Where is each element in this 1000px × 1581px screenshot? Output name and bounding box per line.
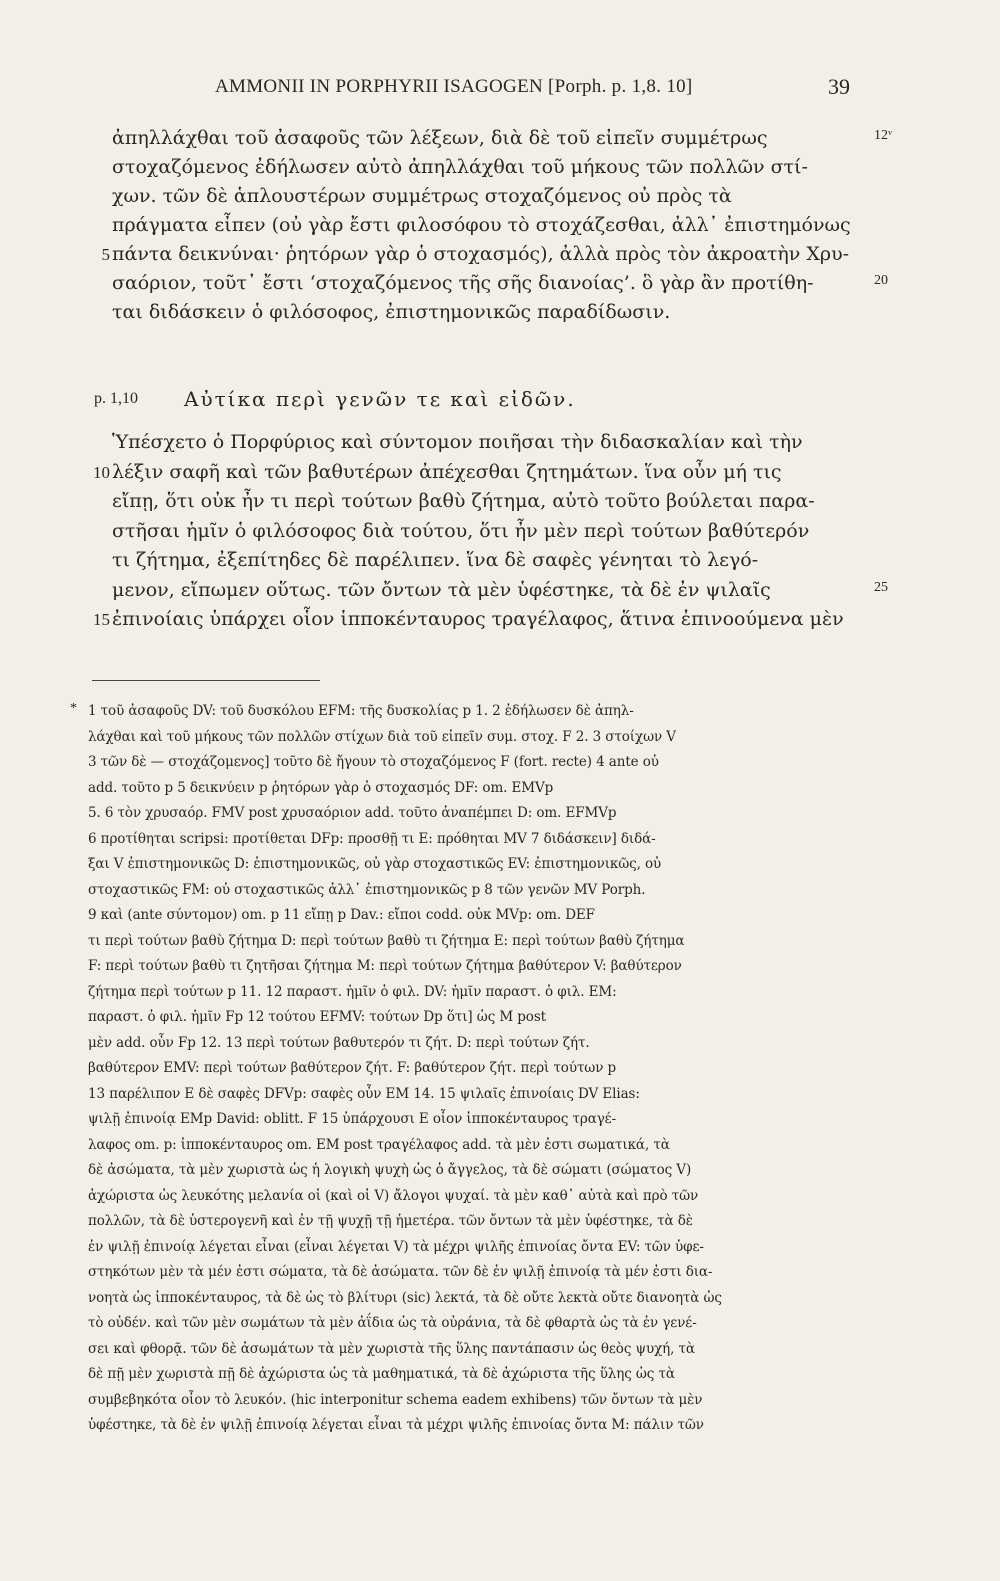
section-heading: Αὐτίκα περὶ γενῶν τε καὶ εἰδῶν. [184,387,576,411]
line-number: 10 [93,462,110,482]
heading-reference: p. 1,10 [94,390,138,407]
apparatus-line: δὲ πῇ μὲν χωριστὰ πῇ δὲ ἀχώριστα ὡς τὰ μαθηματικά, τὰ δὲ ἀχώριστα τῆς ὕλης ὡς τὰ [88,1366,675,1382]
text-line: πράγματα εἶπεν (οὐ γὰρ ἔστι φιλοσόφου τὸ στοχάζεσθαι, ἀλλ᾽ ἐπιστημόνως [112,214,851,236]
apparatus-line: F: περὶ τούτων βαθὺ τι ζητῆσαι ζήτημα M: περὶ τούτων ζήτημα βαθύτερον V: βαθύτερον [88,958,682,974]
footnote-rule [92,680,320,681]
text-line: πάντα δεικνύναι· ῥητόρων γὰρ ὁ στοχασμός), ἀλλὰ πρὸς τὸν ἀκροατὴν Χρυ- [112,243,850,265]
apparatus-line: ξαι V ἐπιστημονικῶς D: ἐπιστημονικῶς, οὐ γὰρ στοχαστικῶς EV: ἐπιστημονικῶς, οὐ [88,856,662,872]
apparatus-line: παραστ. ὁ φιλ. ἡμῖν Fp 12 τούτου EFMV: τούτων Dp ὅτι] ὡς M post [88,1009,546,1025]
text-line: μενον, εἴπωμεν οὕτως. τῶν ὄντων τὰ μὲν ὑφέστηκε, τὰ δὲ ἐν ψιλαῖς [112,578,771,601]
apparatus-line: λάχθαι καὶ τοῦ μήκους τῶν πολλῶν στίχων διὰ τοῦ εἰπεῖν συμ. στοχ. F 2. 3 στοίχων V [88,728,676,745]
apparatus-line: νοητὰ ὡς ἱπποκένταυρος, τὰ δὲ ὡς τὸ βλίτυρι (sic) λεκτά, τὰ δὲ οὔτε λεκτὰ οὔτε διανοητὰ ὡς [88,1289,722,1306]
apparatus-line: 3 τῶν δὲ — στοχάζομενος] τοῦτο δὲ ἤγουν τὸ στοχαζόμενος F (fort. recte) 4 ante οὐ [88,754,659,770]
text-line: χων. τῶν δὲ ἁπλουστέρων συμμέτρως στοχαζόμενος οὐ πρὸς τὰ [112,185,732,207]
apparatus-line: μὲν add. οὖν Fp 12. 13 περὶ τούτων βαθυτερόν τι ζήτ. D: περὶ τούτων ζήτ. [88,1034,590,1051]
apparatus-line: βαθύτερον EMV: περὶ τούτων βαθύτερον ζήτ. F: βαθύτερον ζήτ. περὶ τούτων p [88,1060,617,1076]
apparatus-line: ζήτημα περὶ τούτων p 11. 12 παραστ. ἡμῖν ὁ φιλ. DV: ἡμῖν παραστ. ὁ φιλ. EM: [88,983,617,1000]
text-line: λέξιν σαφῆ καὶ τῶν βαθυτέρων ἀπέχεσθαι ζητημάτων. ἵνα οὖν μή τις [112,460,782,483]
text-line: τι ζήτημα, ἐξεπίτηδες δὲ παρέλιπεν. ἵνα δὲ σαφὲς γένηται τὸ λεγό- [112,549,759,571]
margin-reference: 20 [874,273,888,288]
apparatus-line: λαφος om. p: ἱπποκένταυρος om. EM post τραγέλαφος add. τὰ μὲν ἐστι σωματικά, τὰ [88,1136,670,1153]
apparatus-line: συμβεβηκότα οἷον τὸ λευκόν. (hic interponitur schema eadem exhibens) τῶν ὄντων τὰ μὲν [88,1391,703,1408]
text-line: σαόριον, τοῦτ᾽ ἔστι ‘στοχαζόμενος τῆς σῆς διανοίας’. ὃ γὰρ ἂν προτίθη- [112,272,814,294]
apparatus-line: ὑφέστηκε, τὰ δὲ ἐν ψιλῇ ἐπινοίᾳ λέγεται εἶναι τὰ μέχρι ψιλῆς ἐπινοίας ὄντα M: πάλιν τῶν [88,1417,704,1433]
apparatus-line: 6 προτίθηται scripsi: προτίθεται DFp: προσθῇ τι E: πρόθηται MV 7 διδάσκειν] διδά- [88,830,656,847]
apparatus-line: 13 παρέλιπον E δὲ σαφὲς DFVp: σαφὲς οὖν EM 14. 15 ψιλαῖς ἐπινοίαις DV Elias: [88,1085,640,1102]
apparatus-line: στοχαστικῶς FM: οὐ στοχαστικῶς ἀλλ᾽ ἐπιστημονικῶς p 8 τῶν γενῶν MV Porph. [88,881,646,898]
text-line: ται διδάσκειν ὁ φιλόσοφος, ἐπιστημονικῶς παραδίδωσιν. [112,301,671,323]
apparatus-line: ἐν ψιλῇ ἐπινοίᾳ λέγεται εἶναι (εἶναι λέγεται V) τὰ μέχρι ψιλῆς ἐπινοίας ὄντα EV: τῶν ὑφε- [88,1238,704,1255]
running-head: AMMONII IN PORPHYRII ISAGOGEN [Porph. p. 1,8. 10] [215,76,693,97]
apparatus-line: πολλῶν, τὰ δὲ ὑστερογενῆ καὶ ἐν τῇ ψυχῇ τῇ ἡμετέρα. τῶν ὄντων τὰ μὲν ὑφέστηκε, τὰ δὲ [88,1213,693,1229]
text-line: στῆσαι ἡμῖν ὁ φιλόσοφος διὰ τούτου, ὅτι ἦν μὲν περὶ τούτων βαθύτερόν [112,519,810,542]
apparatus-line: add. τοῦτο p 5 δεικνύειν p ῥητόρων γὰρ ὁ στοχασμός DF: om. EMVp [88,779,554,796]
text-line: στοχαζόμενος ἐδήλωσεν αὐτὸ ἀπηλλάχθαι τοῦ μήκους τῶν πολλῶν στί- [112,156,808,178]
apparatus-line: 5. 6 τὸν χρυσαόρ. FMV post χρυσαόριον add. τοῦτο ἀναπέμπει D: om. EFMVp [88,805,617,821]
text-line: ἀπηλλάχθαι τοῦ ἀσαφοῦς τῶν λέξεων, διὰ δὲ τοῦ εἰπεῖν συμμέτρως [112,127,768,149]
text-line: Ὑπέσχετο ὁ Πορφύριος καὶ σύντομον ποιῆσαι τὴν διδασκαλίαν καὶ τὴν [112,431,803,453]
margin-reference: 25 [874,579,888,595]
apparatus-line: τι περὶ τούτων βαθὺ ζήτημα D: περὶ τούτων βαθὺ τι ζήτημα E: περὶ τούτων βαθὺ ζήτημα [88,932,685,949]
line-number: 5 [101,245,110,264]
page-number: 39 [828,74,850,99]
margin-reference: 12ᵛ [874,128,893,143]
apparatus-line: σει καὶ φθορᾷ. τῶν δὲ ἀσωμάτων τὰ μὲν χωριστὰ τῆς ὕλης παντάπασιν ὡς θεὸς ψυχή, τὰ [88,1340,695,1357]
apparatus-mark: * [70,701,77,716]
apparatus-line: ψιλῇ ἐπινοίᾳ EMp David: oblitt. F 15 ὑπάρχουσι E οἷον ἱπποκένταυρος τραγέ- [88,1111,617,1127]
apparatus-line: 1 τοῦ ἀσαφοῦς DV: τοῦ δυσκόλου EFM: τῆς δυσκολίας p 1. 2 ἐδήλωσεν δὲ ἀπηλ- [88,703,634,719]
apparatus-line: ἀχώριστα ὡς λευκότης μελανία οἱ (καὶ οἱ V) ἄλογοι ψυχαί. τὰ μὲν καθ᾽ αὐτὰ καὶ πρὸ τῶν [88,1187,699,1204]
apparatus-line: 9 καὶ (ante σύντομον) om. p 11 εἴπῃ p Dav.: εἴποι codd. οὐκ MVp: om. DEF [88,907,595,923]
apparatus-line: δὲ ἀσώματα, τὰ μὲν χωριστὰ ὡς ἡ λογικὴ ψυχὴ ὡς ὁ ἄγγελος, τὰ δὲ σώματι (σώματος V) [88,1162,692,1178]
apparatus-line: τὸ οὐδέν. καὶ τῶν μὲν σωμάτων τὰ μὲν ἀΐδια ὡς τὰ οὐράνια, τὰ δὲ φθαρτὰ ὡς τὰ ἐν γενέ- [88,1315,697,1331]
apparatus-line: στηκότων μὲν τὰ μέν ἐστι σώματα, τὰ δὲ ἀσώματα. τῶν δὲ ἐν ψιλῇ ἐπινοίᾳ τὰ μέν ἐστι δια- [88,1264,713,1280]
line-number: 15 [93,610,110,629]
text-line: εἴπῃ, ὅτι οὐκ ἦν τι περὶ τούτων βαθὺ ζήτημα, αὐτὸ τοῦτο βούλεται παρα- [112,490,815,512]
text-line: ἐπινοίαις ὑπάρχει οἷον ἱπποκένταυρος τραγέλαφος, ἅτινα ἐπινοούμενα μὲν [112,608,844,630]
